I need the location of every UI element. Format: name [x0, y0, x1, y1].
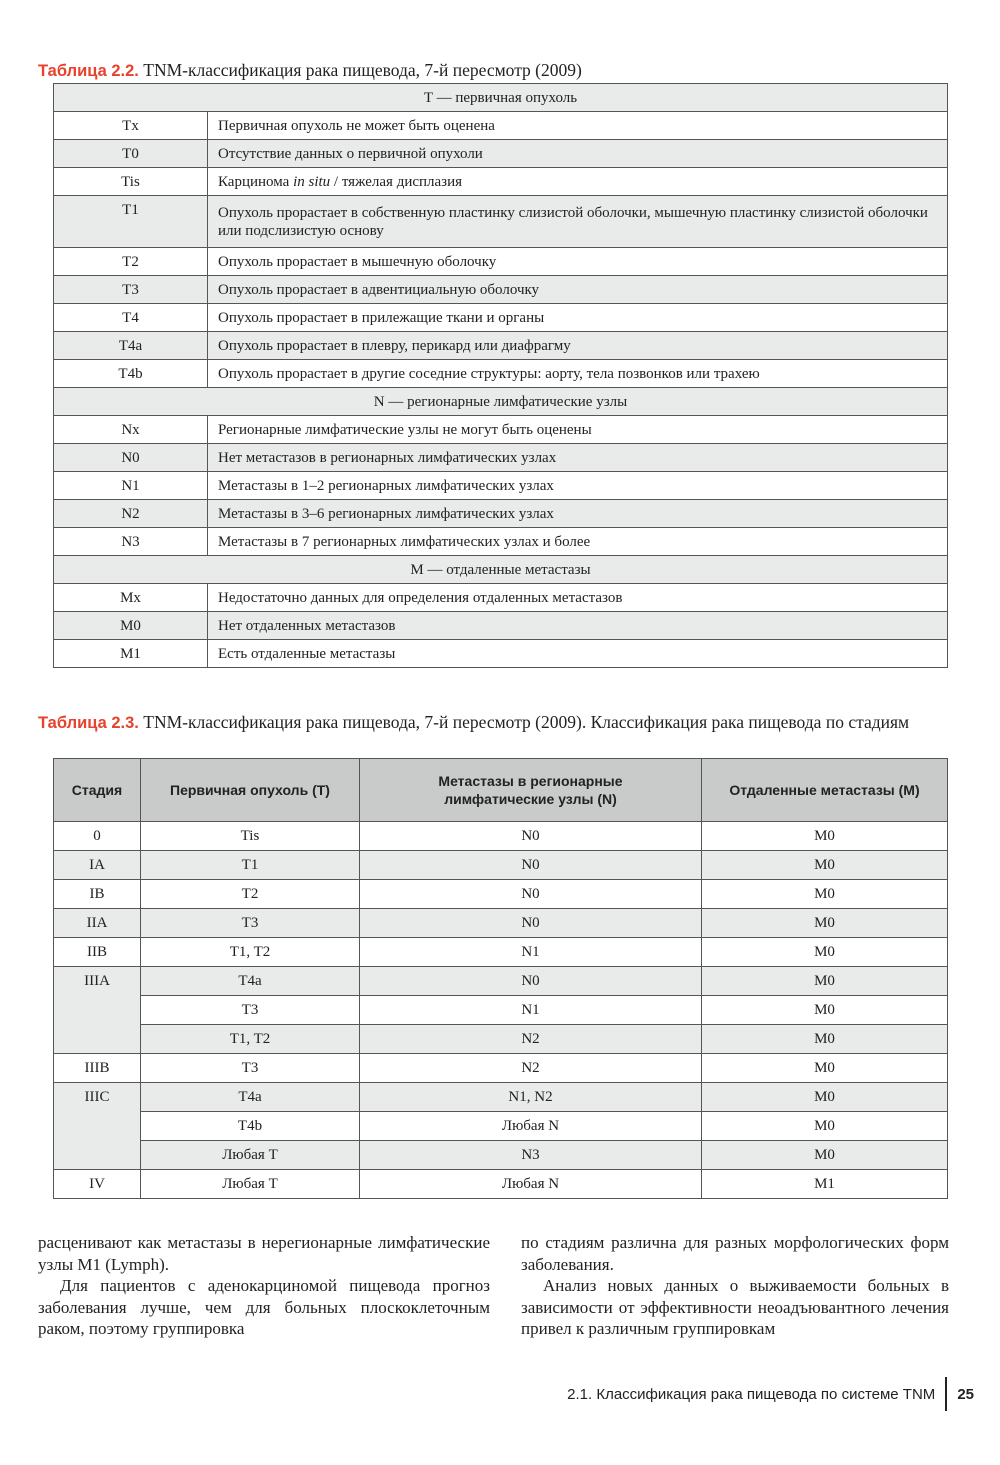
header-primary-tumor: Первичная опухоль (T) [141, 759, 360, 822]
table-2-2-caption [38, 59, 958, 82]
tnm-classification-table [53, 83, 948, 668]
desc-cell: Опухоль прорастает в собственную пластинку слизистой оболочки, мышечную пластинку слизистой оболочки или подслизистую основу [208, 196, 948, 248]
n-cell: N0 [360, 822, 702, 851]
m-cell: M0 [702, 1141, 948, 1170]
table-2-3-title: TNM-классификация рака пищевода, 7-й пересмотр (2009). Классификация рака пищевода по стадиям [138, 712, 910, 732]
table-row [54, 967, 948, 996]
t-cell: T3 [141, 996, 360, 1025]
table-row [54, 528, 948, 556]
section-title-m: M — отдаленные метастазы [54, 556, 948, 584]
desc-italic-text: in situ [293, 173, 331, 190]
desc-cell: Недостаточно данных для определения отдаленных метастазов [208, 584, 948, 612]
desc-cell: Опухоль прорастает в другие соседние структуры: аорту, тела позвонков или трахею [208, 360, 948, 388]
code-cell: M0 [54, 612, 208, 640]
stage-cell: IIIA [54, 967, 141, 1054]
section-header-row [54, 556, 948, 584]
table-row [54, 938, 948, 967]
m-cell: M0 [702, 909, 948, 938]
stage-cell: IA [54, 851, 141, 880]
code-cell: Nx [54, 416, 208, 444]
m-cell: M0 [702, 967, 948, 996]
t-cell: Tis [141, 822, 360, 851]
page-footer [567, 1377, 974, 1411]
stage-cell: IB [54, 880, 141, 909]
header-regional-nodes: Метастазы в регионарные лимфатические узлы (N) [360, 759, 702, 822]
m-cell: M0 [702, 996, 948, 1025]
table-2-3-number: Таблица 2.3. [38, 714, 139, 732]
n-cell: N0 [360, 880, 702, 909]
m-cell: M0 [702, 880, 948, 909]
t-cell: Любая T [141, 1141, 360, 1170]
code-cell: N2 [54, 500, 208, 528]
table-row [54, 472, 948, 500]
stage-cell: 0 [54, 822, 141, 851]
stage-cell: IIA [54, 909, 141, 938]
code-cell: N0 [54, 444, 208, 472]
code-cell: Tx [54, 112, 208, 140]
desc-text: Карцинома [218, 173, 294, 190]
code-cell: T0 [54, 140, 208, 168]
table-2-3-caption [38, 711, 958, 734]
table-row [54, 140, 948, 168]
m-cell: M0 [702, 1025, 948, 1054]
table-row [54, 332, 948, 360]
running-section-title: 2.1. Классификация рака пищевода по системе TNM [567, 1385, 936, 1403]
header-stage: Стадия [54, 759, 141, 822]
t-cell: T4a [141, 1083, 360, 1112]
table-row [54, 851, 948, 880]
code-cell: T2 [54, 248, 208, 276]
header-row [54, 759, 948, 822]
table-row [54, 1141, 948, 1170]
section-title-t: T — первичная опухоль [54, 84, 948, 112]
table-row [54, 1025, 948, 1054]
m-cell: M0 [702, 1112, 948, 1141]
table-row [54, 112, 948, 140]
code-cell: Tis [54, 168, 208, 196]
n-cell: N2 [360, 1025, 702, 1054]
t-cell: T2 [141, 880, 360, 909]
table-row [54, 909, 948, 938]
stage-cell: IIIB [54, 1054, 141, 1083]
desc-cell: Нет отдаленных метастазов [208, 612, 948, 640]
stage-cell: IV [54, 1170, 141, 1199]
table-2-2-title: TNM-классификация рака пищевода, 7-й пересмотр (2009) [138, 60, 582, 80]
code-cell: N3 [54, 528, 208, 556]
t-cell: Любая T [141, 1170, 360, 1199]
n-cell: N0 [360, 909, 702, 938]
table-row [54, 822, 948, 851]
table-row [54, 500, 948, 528]
n-cell: N1 [360, 996, 702, 1025]
code-cell: Mx [54, 584, 208, 612]
code-cell: T4b [54, 360, 208, 388]
paragraph: Для пациентов с аденокарциномой пищевода прогноз заболевания лучше, чем для больных плоскоклеточным раком, поэтому группировка [38, 1276, 490, 1338]
page-number: 25 [957, 1385, 974, 1403]
section-header-row [54, 388, 948, 416]
n-cell: N1 [360, 938, 702, 967]
m-cell: M0 [702, 1083, 948, 1112]
tnm-stage-table [53, 758, 948, 1199]
m-cell: M0 [702, 1054, 948, 1083]
code-cell: T4a [54, 332, 208, 360]
desc-cell: Отсутствие данных о первичной опухоли [208, 140, 948, 168]
footer-divider [945, 1377, 947, 1411]
t-cell: T1, T2 [141, 938, 360, 967]
desc-cell: Нет метастазов в регионарных лимфатических узлах [208, 444, 948, 472]
section-title-n: N — регионарные лимфатические узлы [54, 388, 948, 416]
t-cell: T4a [141, 967, 360, 996]
table-row [54, 196, 948, 248]
desc-cell: Регионарные лимфатические узлы не могут быть оценены [208, 416, 948, 444]
desc-cell: Опухоль прорастает в мышечную оболочку [208, 248, 948, 276]
table-row [54, 416, 948, 444]
table-row [54, 276, 948, 304]
desc-cell: Опухоль прорастает в прилежащие ткани и органы [208, 304, 948, 332]
desc-text: / тяжелая дисплазия [330, 173, 463, 190]
n-cell: N0 [360, 967, 702, 996]
t-cell: T3 [141, 909, 360, 938]
desc-cell: Опухоль прорастает в плевру, перикард или диафрагму [208, 332, 948, 360]
n-cell: Любая N [360, 1112, 702, 1141]
n-cell: N2 [360, 1054, 702, 1083]
table-row [54, 168, 948, 196]
paragraph: расценивают как метастазы в нерегионарные лимфатические узлы M1 (Lymph). [38, 1233, 490, 1274]
n-cell: Любая N [360, 1170, 702, 1199]
table-row [54, 880, 948, 909]
table-row [54, 612, 948, 640]
m-cell: M0 [702, 822, 948, 851]
t-cell: T4b [141, 1112, 360, 1141]
table-row [54, 1054, 948, 1083]
table-row [54, 444, 948, 472]
table-2-2-number: Таблица 2.2. [38, 62, 139, 80]
desc-cell: Опухоль прорастает в адвентициальную оболочку [208, 276, 948, 304]
paragraph: Анализ новых данных о выживаемости больных в зависимости от эффективности неоадъювантного лечения привел к различным группировкам [521, 1276, 949, 1338]
desc-cell: Первичная опухоль не может быть оценена [208, 112, 948, 140]
t-cell: T1 [141, 851, 360, 880]
t-cell: T1, T2 [141, 1025, 360, 1054]
desc-cell [208, 168, 948, 196]
desc-cell: Есть отдаленные метастазы [208, 640, 948, 668]
table-row [54, 1170, 948, 1199]
n-cell: N0 [360, 851, 702, 880]
table-row [54, 1112, 948, 1141]
table-row [54, 1083, 948, 1112]
table-row [54, 640, 948, 668]
code-cell: T3 [54, 276, 208, 304]
t-cell: T3 [141, 1054, 360, 1083]
m-cell: M0 [702, 938, 948, 967]
code-cell: T1 [54, 196, 208, 248]
stage-cell: IIIC [54, 1083, 141, 1170]
stage-cell: IIB [54, 938, 141, 967]
header-distant-metastases: Отдаленные метастазы (M) [702, 759, 948, 822]
section-header-row [54, 84, 948, 112]
table-row [54, 584, 948, 612]
table-row [54, 360, 948, 388]
n-cell: N1, N2 [360, 1083, 702, 1112]
desc-cell: Метастазы в 1–2 регионарных лимфатических узлах [208, 472, 948, 500]
code-cell: T4 [54, 304, 208, 332]
body-column-left [38, 1232, 490, 1340]
desc-cell: Метастазы в 7 регионарных лимфатических узлах и более [208, 528, 948, 556]
table-row [54, 996, 948, 1025]
table-row [54, 248, 948, 276]
m-cell: M0 [702, 851, 948, 880]
body-column-right [521, 1232, 949, 1340]
code-cell: N1 [54, 472, 208, 500]
paragraph: по стадиям различна для разных морфологических форм заболевания. [521, 1233, 949, 1274]
table-row [54, 304, 948, 332]
code-cell: M1 [54, 640, 208, 668]
m-cell: M1 [702, 1170, 948, 1199]
desc-cell: Метастазы в 3–6 регионарных лимфатических узлах [208, 500, 948, 528]
n-cell: N3 [360, 1141, 702, 1170]
